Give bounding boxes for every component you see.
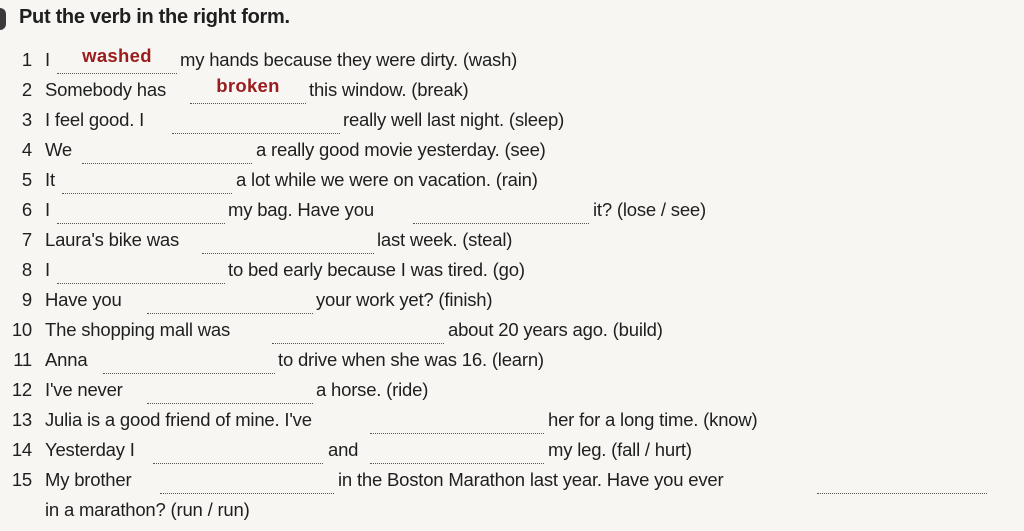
item-text: Julia is a good friend of mine. I've [45,409,312,430]
item-text: this window. (break) [309,79,469,100]
item-text: I [45,259,50,280]
handwritten-answer: washed [82,45,152,66]
item-number: 4 [21,139,32,160]
answer-blank[interactable] [817,466,987,494]
item-text: We [45,139,73,160]
item-text: in the Boston Marathon last year. Have you ever [338,469,724,490]
answer-blank[interactable] [147,286,313,314]
answer-blank[interactable] [153,436,323,464]
answer-blank[interactable] [172,106,340,134]
answer-blank[interactable] [413,196,589,224]
item-number: 11 [13,349,32,370]
answer-blank[interactable] [62,166,232,194]
item-number: 3 [21,109,32,130]
answer-blank[interactable] [370,436,544,464]
item-text: I feel good. I [45,109,145,130]
item-number: 10 [11,319,32,340]
item-text: My brother [45,469,132,490]
section-marker [0,8,6,30]
item-number: 12 [11,379,32,400]
item-number: 9 [21,289,32,310]
exercise-title: Put the verb in the right form. [19,6,290,28]
item-text: The shopping mall was [45,319,231,340]
answer-blank[interactable] [57,256,225,284]
item-number: 14 [11,439,32,460]
item-text: a horse. (ride) [316,379,429,400]
item-text: Have you [45,289,122,310]
item-text: your work yet? (finish) [316,289,493,310]
continuation-text: in a marathon? (run / run) [45,499,250,520]
item-text: a really good movie yesterday. (see) [256,139,546,160]
answer-blank[interactable] [272,316,444,344]
answer-blank[interactable] [202,226,374,254]
item-number: 1 [21,49,32,70]
item-number: 15 [11,469,32,490]
item-text: really well last night. (sleep) [343,109,565,130]
item-number: 7 [21,229,32,250]
answer-blank[interactable] [160,466,334,494]
answer-blank[interactable] [82,136,252,164]
item-text: my hands because they were dirty. (wash) [180,49,518,70]
item-number: 8 [21,259,32,280]
item-text: her for a long time. (know) [548,409,758,430]
item-text: Laura's bike was [45,229,180,250]
item-number: 6 [21,199,32,220]
item-number: 5 [21,169,32,190]
item-text: Somebody has [45,79,167,100]
item-text: I [45,199,50,220]
item-text: to bed early because I was tired. (go) [228,259,525,280]
item-text: a lot while we were on vacation. (rain) [236,169,538,190]
answer-blank[interactable] [57,46,177,74]
answer-blank[interactable] [147,376,313,404]
item-text: my bag. Have you [228,199,374,220]
item-text: I've never [45,379,123,400]
item-text: and [328,439,359,460]
item-text: last week. (steal) [377,229,513,250]
item-text: Anna [45,349,88,370]
answer-blank[interactable] [103,346,275,374]
answer-blank[interactable] [190,76,306,104]
answer-blank[interactable] [370,406,544,434]
item-text: about 20 years ago. (build) [448,319,663,340]
item-text: my leg. (fall / hurt) [548,439,692,460]
item-text: I [45,49,50,70]
item-text: Yesterday I [45,439,135,460]
handwritten-answer: broken [216,75,280,96]
item-text: it? (lose / see) [593,199,706,220]
item-text: to drive when she was 16. (learn) [278,349,544,370]
item-number: 13 [11,409,32,430]
answer-blank[interactable] [57,196,225,224]
item-text: It [45,169,55,190]
item-number: 2 [21,79,32,100]
